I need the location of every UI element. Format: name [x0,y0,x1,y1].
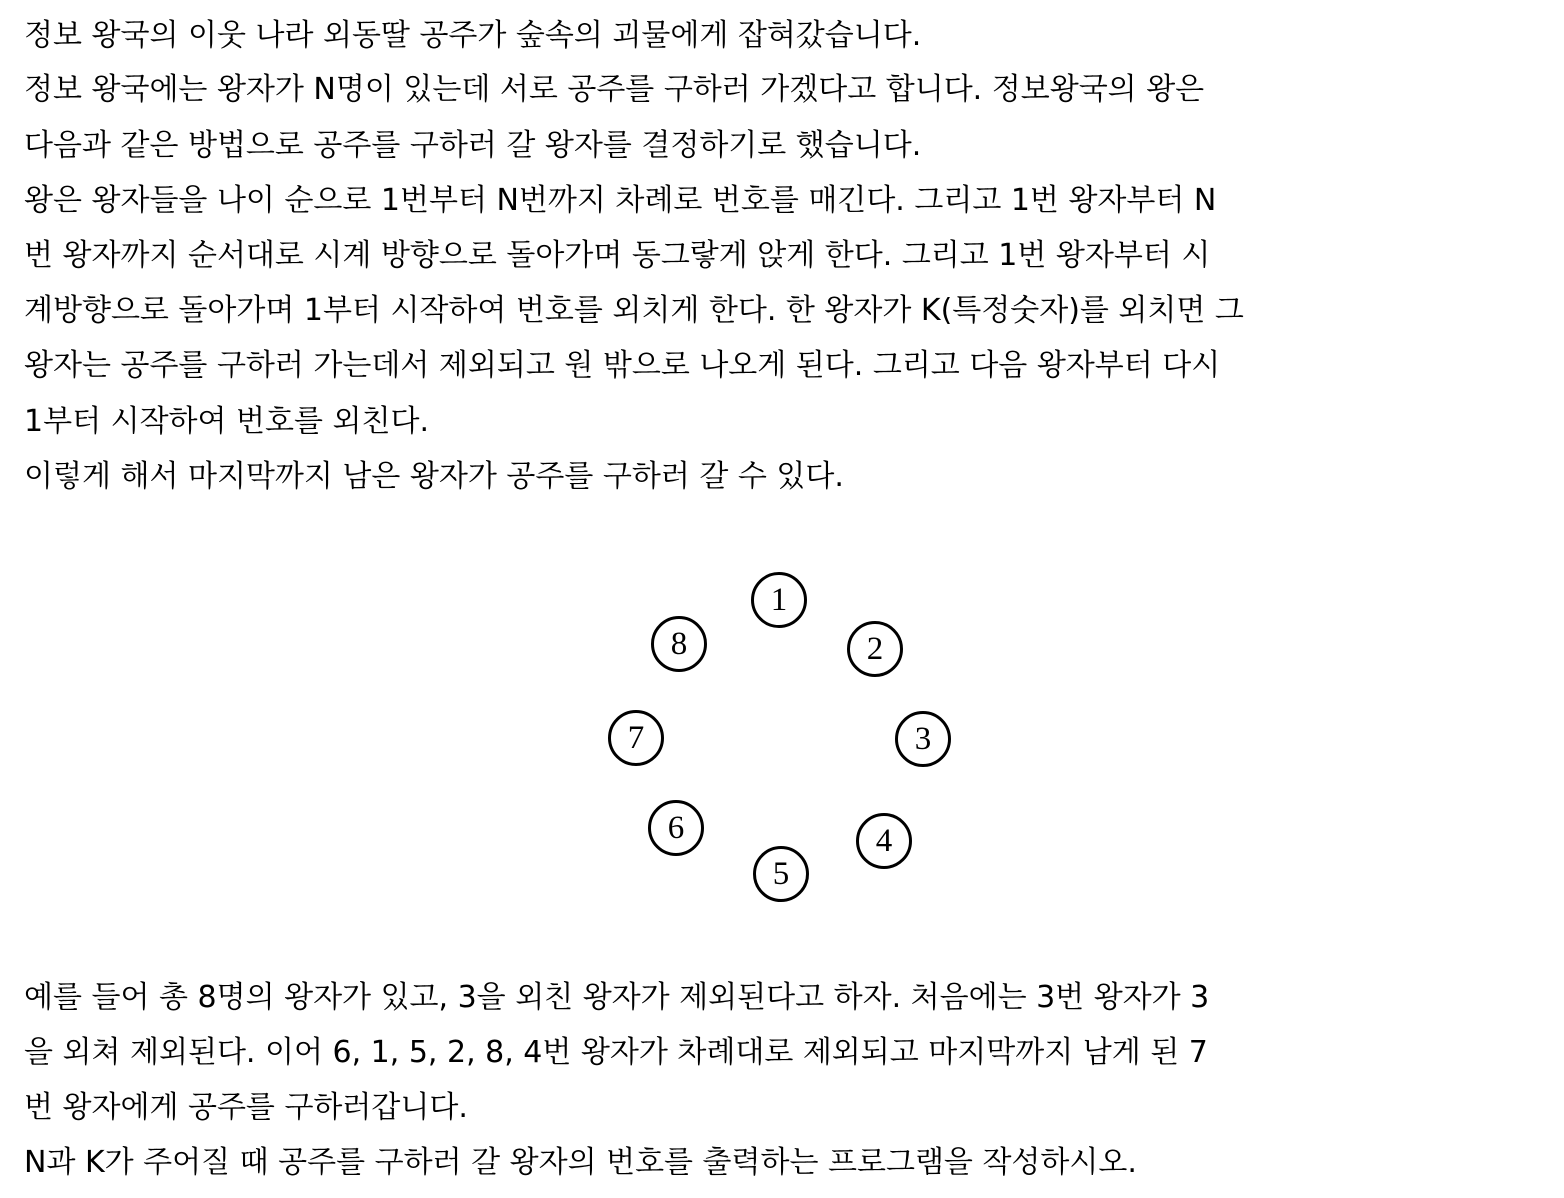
example-line-2: 을 외쳐 제외된다. 이어 6, 1, 5, 2, 8, 4번 왕자가 차례대로 제외되고 마지막까지 남게 된 7 [24,1035,1208,1070]
prince-node-7: 7 [608,710,664,766]
prince-node-5: 5 [753,846,809,902]
intro-line-1: 정보 왕국의 이웃 나라 외동딸 공주가 숲속의 괴물에게 잡혀갔습니다. [24,18,922,53]
intro-line-7: 왕자는 공주를 구하러 가는데서 제외되고 원 밖으로 나오게 된다. 그리고 다음 왕자부터 다시 [24,348,1221,383]
intro-line-4: 왕은 왕자들을 나이 순으로 1번부터 N번까지 차례로 번호를 매긴다. 그리고 1번 왕자부터 N [24,183,1217,218]
intro-line-8: 1부터 시작하여 번호를 외친다. [24,404,429,439]
example-line-1: 예를 들어 총 8명의 왕자가 있고, 3을 외친 왕자가 제외된다고 하자. 처음에는 3번 왕자가 3 [24,980,1210,1015]
intro-line-3: 다음과 같은 방법으로 공주를 구하러 갈 왕자를 결정하기로 했습니다. [24,128,922,163]
intro-line-5: 번 왕자까지 순서대로 시계 방향으로 돌아가며 동그랗게 앉게 한다. 그리고 1번 왕자부터 시 [24,238,1211,273]
prince-node-2: 2 [847,621,903,677]
prince-node-3: 3 [895,711,951,767]
example-line-4: N과 K가 주어질 때 공주를 구하러 갈 왕자의 번호를 출력하는 프로그램을 작성하시오. [24,1145,1137,1180]
intro-line-9: 이렇게 해서 마지막까지 남은 왕자가 공주를 구하러 갈 수 있다. [24,459,844,494]
prince-node-1: 1 [751,572,807,628]
intro-line-2: 정보 왕국에는 왕자가 N명이 있는데 서로 공주를 구하러 가겠다고 합니다. 정보왕국의 왕은 [24,72,1205,107]
prince-node-6: 6 [648,800,704,856]
prince-node-8: 8 [651,616,707,672]
example-line-3: 번 왕자에게 공주를 구하러갑니다. [24,1090,468,1125]
prince-node-4: 4 [856,813,912,869]
intro-line-6: 계방향으로 돌아가며 1부터 시작하여 번호를 외치게 한다. 한 왕자가 K(특정숫자)를 외치면 그 [24,293,1244,328]
prince-circle-diagram [600,565,970,910]
